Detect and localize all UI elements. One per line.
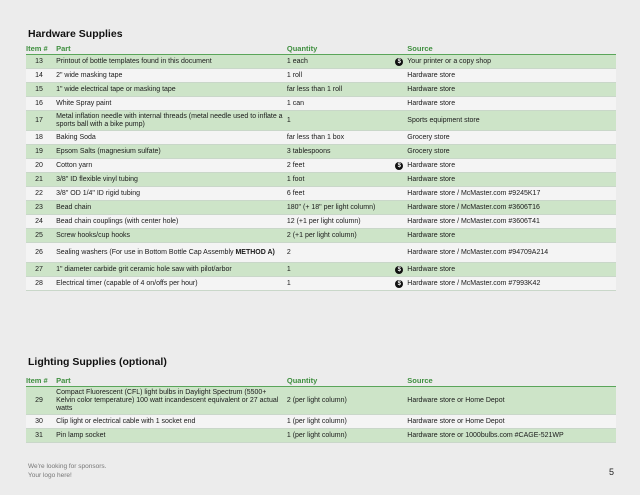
quantity-cell: [285, 173, 405, 187]
source-cell: Hardware store: [405, 97, 616, 111]
quantity-cell: [285, 263, 405, 277]
item-number-cell: 25: [26, 229, 54, 243]
part-cell: [54, 277, 285, 291]
source-cell: Hardware store or Home Depot: [405, 387, 616, 415]
quantity-text: 1 can: [286, 99, 304, 107]
part-text: Electrical timer (capable of 4 on/offs per hour): [56, 279, 198, 287]
quantity-cell: [285, 83, 405, 97]
part-text-bold: METHOD A): [235, 248, 275, 256]
item-number-cell: 15: [26, 83, 54, 97]
part-cell: [54, 111, 285, 131]
table-row: [26, 387, 616, 415]
part-cell: [54, 97, 285, 111]
quantity-text: 1 roll: [286, 71, 303, 79]
part-cell: [54, 387, 285, 415]
part-text: Screw hooks/cup hooks: [56, 231, 131, 239]
table-row: [26, 97, 616, 111]
part-cell: [54, 159, 285, 173]
part-cell: [54, 429, 285, 443]
part-text: Clip light or electrical cable with 1 socket end: [56, 417, 196, 425]
table-row: [26, 187, 616, 201]
quantity-cell: [285, 111, 405, 131]
dollar-cost-icon: $: [395, 58, 403, 66]
quantity-text: 1 foot: [286, 175, 305, 183]
quantity-text: 2 (per light column): [286, 396, 347, 404]
quantity-text: 12 (+1 per light column): [286, 217, 361, 225]
part-text: 2" wide masking tape: [56, 71, 123, 79]
item-number-cell: 31: [26, 429, 54, 443]
table-row: [26, 111, 616, 131]
table-row: [26, 131, 616, 145]
quantity-text: 1 (per light column): [286, 417, 347, 425]
part-text: Sealing washers (For use in Bottom Bottle Cap Assembly: [56, 248, 234, 256]
table-row: [26, 69, 616, 83]
item-number-cell: 27: [26, 263, 54, 277]
part-cell: [54, 55, 285, 69]
part-cell: [54, 145, 285, 159]
table-row: [26, 55, 616, 69]
source-cell: Hardware store / McMaster.com #94709A214: [405, 243, 616, 263]
table-row: [26, 159, 616, 173]
item-number-cell: 17: [26, 111, 54, 131]
quantity-text: 1: [286, 265, 291, 273]
part-text: Cotton yarn: [56, 161, 93, 169]
item-number-cell: 20: [26, 159, 54, 173]
part-text: Baking Soda: [56, 133, 96, 141]
part-cell: [54, 229, 285, 243]
dollar-cost-icon: $: [395, 266, 403, 274]
part-text: White Spray paint: [56, 99, 112, 107]
part-text: Compact Fluorescent (CFL) light bulbs in Daylight Spectrum (5500+ Kelvin color temperature) 100 watt incandescent equivalent or 27 actual watts: [56, 388, 279, 412]
part-text: Printout of bottle templates found in this document: [56, 57, 212, 65]
quantity-text: 1: [286, 116, 291, 124]
column-header-part: Part: [54, 374, 285, 387]
item-number-cell: 22: [26, 187, 54, 201]
column-header-source: Source: [405, 374, 616, 387]
source-cell: Hardware store or Home Depot: [405, 415, 616, 429]
quantity-cell: [285, 243, 405, 263]
table-row: [26, 215, 616, 229]
logo-placeholder-text: Your logo here!: [28, 472, 72, 479]
part-text: Pin lamp socket: [56, 431, 106, 439]
table-row: [26, 83, 616, 97]
source-cell: Hardware store: [405, 69, 616, 83]
part-text: Epsom Salts (magnesium sulfate): [56, 147, 161, 155]
sponsor-text: We're looking for sponsors.: [28, 463, 107, 470]
quantity-cell: [285, 131, 405, 145]
table-row: [26, 277, 616, 291]
table-header-row: [26, 42, 616, 55]
item-number-cell: 26: [26, 243, 54, 263]
lighting-section-title: Lighting Supplies (optional): [28, 356, 167, 368]
source-cell: Hardware store / McMaster.com #7993K42: [405, 277, 616, 291]
item-number-cell: 16: [26, 97, 54, 111]
part-text: Bead chain: [56, 203, 92, 211]
column-header-part: Part: [54, 42, 285, 55]
hardware-supplies-table: [26, 42, 616, 291]
column-header-item-number: Item #: [26, 42, 54, 55]
source-cell: Hardware store / McMaster.com #3606T41: [405, 215, 616, 229]
quantity-cell: [285, 415, 405, 429]
item-number-cell: 28: [26, 277, 54, 291]
quantity-cell: [285, 69, 405, 83]
part-text: 3/8" OD 1/4" ID rigid tubing: [56, 189, 141, 197]
quantity-text: 180" (+ 18" per light column): [286, 203, 376, 211]
quantity-cell: [285, 55, 405, 69]
part-cell: [54, 69, 285, 83]
part-cell: [54, 173, 285, 187]
part-cell: [54, 243, 285, 263]
table-row: [26, 201, 616, 215]
item-number-cell: 19: [26, 145, 54, 159]
part-text: 1" wide electrical tape or masking tape: [56, 85, 176, 93]
source-cell: Grocery store: [405, 145, 616, 159]
part-cell: [54, 83, 285, 97]
dollar-cost-icon: $: [395, 280, 403, 288]
item-number-cell: 23: [26, 201, 54, 215]
source-cell: Hardware store: [405, 229, 616, 243]
quantity-text: 6 feet: [286, 189, 305, 197]
table-row: [26, 263, 616, 277]
table-row: [26, 229, 616, 243]
quantity-cell: [285, 97, 405, 111]
source-cell: Hardware store / McMaster.com #9245K17: [405, 187, 616, 201]
quantity-cell: [285, 277, 405, 291]
quantity-cell: [285, 215, 405, 229]
source-cell: Hardware store: [405, 173, 616, 187]
part-text: Bead chain couplings (with center hole): [56, 217, 179, 225]
quantity-text: 3 tablespoons: [286, 147, 331, 155]
item-number-cell: 13: [26, 55, 54, 69]
source-cell: Hardware store: [405, 263, 616, 277]
table-row: [26, 173, 616, 187]
part-cell: [54, 131, 285, 145]
dollar-cost-icon: $: [395, 162, 403, 170]
quantity-cell: [285, 159, 405, 173]
item-number-cell: 29: [26, 387, 54, 415]
quantity-cell: [285, 429, 405, 443]
source-cell: Sports equipment store: [405, 111, 616, 131]
table-row: [26, 429, 616, 443]
column-header-item-number: Item #: [26, 374, 54, 387]
source-cell: Your printer or a copy shop: [405, 55, 616, 69]
part-text: 1" diameter carbide grit ceramic hole saw with pilot/arbor: [56, 265, 232, 273]
column-header-source: Source: [405, 42, 616, 55]
sponsor-footer: [28, 462, 106, 480]
source-cell: Grocery store: [405, 131, 616, 145]
column-header-quantity: Quantity: [285, 374, 405, 387]
item-number-cell: 21: [26, 173, 54, 187]
lighting-supplies-table: [26, 374, 616, 443]
quantity-text: 1: [286, 279, 291, 287]
source-cell: Hardware store: [405, 159, 616, 173]
table-row: [26, 415, 616, 429]
table-header-row: [26, 374, 616, 387]
part-text: Metal inflation needle with internal threads (metal needle used to inflate a sports ball with a bike pump): [56, 112, 283, 128]
quantity-cell: [285, 187, 405, 201]
part-cell: [54, 263, 285, 277]
quantity-text: 1 each: [286, 57, 308, 65]
table-row: [26, 145, 616, 159]
item-number-cell: 18: [26, 131, 54, 145]
table-row: [26, 243, 616, 263]
quantity-cell: [285, 387, 405, 415]
quantity-cell: [285, 229, 405, 243]
column-header-quantity: Quantity: [285, 42, 405, 55]
item-number-cell: 30: [26, 415, 54, 429]
part-text: 3/8" ID flexible vinyl tubing: [56, 175, 138, 183]
part-cell: [54, 215, 285, 229]
part-cell: [54, 187, 285, 201]
quantity-text: 2 feet: [286, 161, 305, 169]
quantity-cell: [285, 145, 405, 159]
source-cell: Hardware store: [405, 83, 616, 97]
quantity-text: far less than 1 box: [286, 133, 345, 141]
quantity-cell: [285, 201, 405, 215]
page-number: 5: [608, 467, 614, 477]
source-cell: Hardware store or 1000bulbs.com #CAGE-521WP: [405, 429, 616, 443]
hardware-section-title: Hardware Supplies: [28, 28, 123, 40]
item-number-cell: 24: [26, 215, 54, 229]
source-cell: Hardware store / McMaster.com #3606T16: [405, 201, 616, 215]
quantity-text: 2: [286, 248, 291, 256]
part-cell: [54, 201, 285, 215]
part-cell: [54, 415, 285, 429]
quantity-text: far less than 1 roll: [286, 85, 343, 93]
quantity-text: 2 (+1 per light column): [286, 231, 357, 239]
item-number-cell: 14: [26, 69, 54, 83]
quantity-text: 1 (per light column): [286, 431, 347, 439]
